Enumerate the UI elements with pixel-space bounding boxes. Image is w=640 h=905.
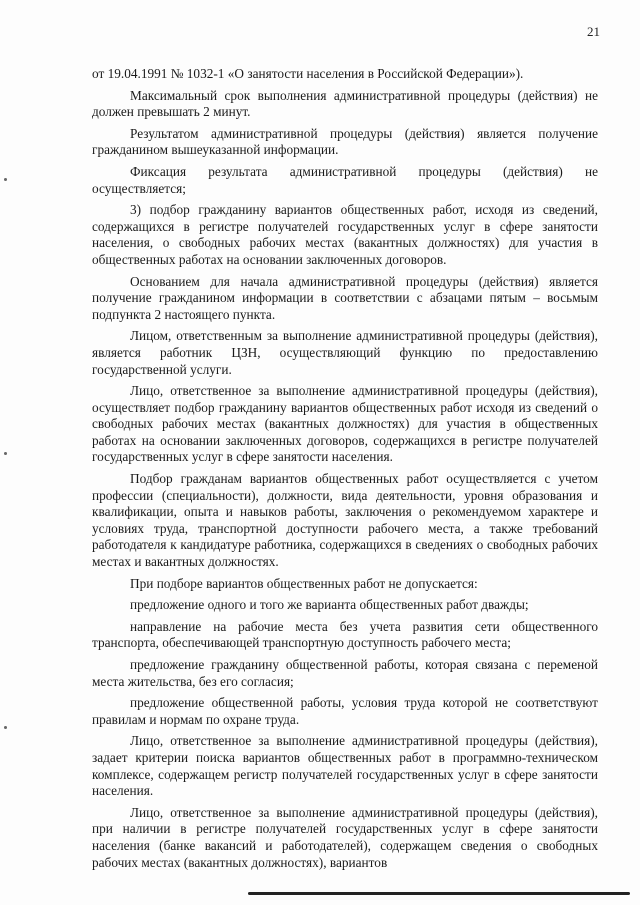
paragraph: 3) подбор гражданину вариантов общественных работ, исходя из сведений, содержащихся в регистре получателей государственных услуг в сфере занятости населения, о свободных рабочих местах (вакантных должностях) для участия в общественных работах на основании заключенных договоров. [92,202,598,267]
paragraph: предложение общественной работы, условия труда которой не соответствуют правилам и нормам по охране труда. [92,695,598,727]
paragraph: предложение гражданину общественной работы, которая связана с переменой места жительства, без его согласия; [92,657,598,689]
paragraph: Максимальный срок выполнения административной процедуры (действия) не должен превышать 2 минут. [92,87,598,120]
paragraph: Лицо, ответственное за выполнение административной процедуры (действия), задает критерии поиска вариантов общественных работ в программно-техническом комплексе, содержащем регистр получателей государственных услуг в сфере занятости населения. [92,733,598,799]
paragraph: Основанием для начала административной процедуры (действия) является получение гражданином информации в соответствии с абзацами пятым – восьмым подпункта 2 настоящего пункта. [92,273,598,322]
paragraph: от 19.04.1991 № 1032-1 «О занятости населения в Российской Федерации»). [92,66,524,81]
paragraph: Фиксация результата административной процедуры (действия) не осуществляется; [92,163,598,196]
paragraph: направление на рабочие места без учета развития сети общественного транспорта, обеспечивающей транспортную доступность рабочего места; [92,618,598,651]
paragraph: При подборе вариантов общественных работ не допускается: [130,575,478,591]
paragraph: предложение одного и того же варианта общественных работ дважды; [130,597,529,613]
scan-edge-line [248,892,630,895]
scan-mark [4,178,7,181]
document-body [92,66,598,876]
paragraph: Лицом, ответственным за выполнение административной процедуры (действия), является работник ЦЗН, осуществляющий функцию по предоставлению государственной услуги. [92,328,598,377]
paragraph: Результатом административной процедуры (действия) является получение гражданином вышеуказанной информации. [92,125,598,158]
scan-mark [4,452,7,455]
scan-mark [4,726,7,729]
paragraph: Подбор гражданам вариантов общественных работ осуществляется с учетом профессии (специальности), должности, вида деятельности, уровня образования и квалификации, опыта и навыков работы, заключения о рекомендуемом характере и условиях труда, транспортной доступности рабочего места, а также требований работодателя к кандидатуре работника, содержащихся в сведениях о свободных рабочих местах и вакантных должностях. [92,471,598,570]
paragraph: Лицо, ответственное за выполнение административной процедуры (действия), осуществляет подбор гражданину вариантов общественных работ исходя из сведений о свободных рабочих местах (вакантных должностях) для участия в общественных работах на основании заключенных договоров, содержащихся в регистре получателей государственных услуг в сфере занятости населения. [92,383,598,465]
page-number: 21 [587,24,600,39]
paragraph: Лицо, ответственное за выполнение административной процедуры (действия), при наличии в регистре получателей государственных услуг в сфере занятости населения (банке вакансий и работодателей), содержащем сведения о свободных рабочих местах (вакантных должностях), вариантов [92,804,598,870]
